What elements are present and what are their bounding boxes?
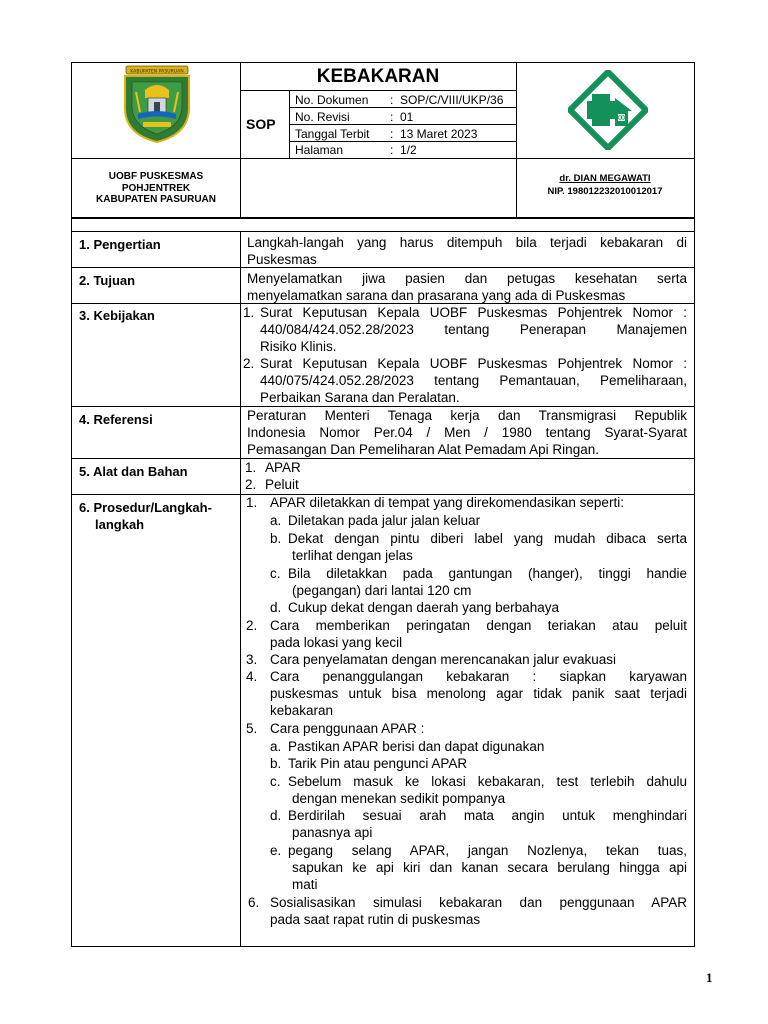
- tujuan-line-1: Menyelamatkan jiwa pasien dan petugas kesehatan serta: [247, 271, 687, 286]
- pengertian-line-2: Puskesmas: [247, 252, 317, 267]
- step-4-line-2: puskesmas untuk bisa menolong agar tidak panik saat terjadi: [270, 686, 687, 701]
- alat-num-1: 1.: [245, 460, 257, 475]
- header-divider-mid: [71, 158, 695, 159]
- step-5d-line-1: Berdirilah sesuai arah mata angin untuk menghindari: [288, 808, 687, 823]
- step-1d-line-1: Cukup dekat dengan daerah yang berbahaya: [288, 600, 559, 615]
- step-5e-num: e.: [270, 843, 282, 858]
- step-3-num: 3.: [246, 652, 258, 667]
- step-1-text: APAR diletakkan di tempat yang direkomendasikan seperti:: [270, 495, 624, 510]
- step-5d-num: d.: [270, 808, 282, 823]
- meta-value: SOP/C/VIII/UKP/36: [400, 93, 504, 107]
- kebijakan-2-line-3: Perbaikan Sarana dan Peralatan.: [260, 390, 460, 405]
- step-5b-line-1: Tarik Pin atau pengunci APAR: [288, 756, 468, 771]
- pengertian-line-1: Langkah-langah yang harus ditempuh bila terjadi kebakaran di: [247, 235, 687, 250]
- spacer-row: [71, 218, 695, 232]
- step-4-line-1: Cara penanggulangan kebakaran : siapkan karyawan: [270, 669, 687, 684]
- document-title: KEBAKARAN: [316, 66, 440, 87]
- puskesmas-logo: [568, 70, 648, 150]
- meta-sep: :: [390, 110, 394, 124]
- step-6-line-1: Sosialisasikan simulasi kebakaran dan penggunaan APAR: [270, 895, 687, 910]
- step-5d-line-2: panasnya api: [292, 825, 373, 840]
- kebijakan-2-line-1: Surat Keputusan Kepala UOBF Puskesmas Pohjentrek Nomor :: [260, 356, 687, 371]
- meta-label: Halaman: [295, 143, 344, 157]
- step-3-line-1: Cara penyelamatan dengan merencanakan jalur evakuasi: [270, 652, 616, 667]
- kebijakan-1-line-1: Surat Keputusan Kepala UOBF Puskesmas Pohjentrek Nomor :: [260, 305, 687, 320]
- step-2-line-2: pada lokasi yang kecil: [270, 635, 403, 650]
- step-5b-num: b.: [270, 756, 282, 771]
- org-line-1: UOBF PUSKESMAS: [108, 171, 204, 182]
- step-1a-num: a.: [270, 513, 282, 528]
- referensi-line-1: Peraturan Menteri Tenaga kerja dan Transmigrasi Republik: [247, 408, 687, 423]
- step-1a-line-1: Diletakan pada jalur jalan keluar: [288, 513, 481, 528]
- step-1-num: 1.: [246, 495, 258, 510]
- label-alat-bahan: 5. Alat dan Bahan: [79, 464, 188, 479]
- referensi-line-3: Pemasangan Dan Pemeliharan Alat Pemadam Api Ringan.: [247, 442, 599, 457]
- org-line-3: KABUPATEN PASURUAN: [96, 194, 216, 205]
- step-5c-line-2: dengan menekan sedikit pompanya: [292, 791, 506, 806]
- organization-name: [72, 171, 240, 206]
- step-4-num: 4.: [246, 669, 258, 684]
- step-5c-line-1: Sebelum masuk ke lokasi kebakaran, test terlebih dahulu: [288, 774, 687, 789]
- step-5e-line-3: mati: [292, 877, 318, 892]
- step-5c-num: c.: [270, 774, 281, 789]
- label-kebijakan: 3. Kebijakan: [79, 308, 155, 323]
- label-referensi: 4. Referensi: [79, 412, 153, 427]
- kebijakan-num-1: 1.: [243, 305, 255, 320]
- step-5a-num: a.: [270, 739, 282, 754]
- meta-label: No. Dokumen: [295, 93, 369, 107]
- step-1b-num: b.: [270, 531, 282, 546]
- step-1d-num: d.: [270, 600, 282, 615]
- kebijakan-1-line-2: 440/084/424.052.28/2023 tentang Penerapan Manajemen: [260, 322, 687, 337]
- sop-label: SOP: [246, 116, 276, 132]
- signer-nip: NIP. 198012232010012017: [547, 186, 663, 197]
- step-1c-line-1: Bila diletakkan pada gantungan (hanger), tinggi handie: [288, 566, 687, 581]
- step-5e-line-2: sapukan ke api kiri dan kanan secara berulang hingga api: [292, 860, 687, 875]
- meta-value: 1/2: [400, 143, 417, 157]
- meta-sep: :: [390, 143, 394, 157]
- logo-banner-text: KABUPATEN PASURUAN: [130, 69, 184, 75]
- meta-value: 13 Maret 2023: [400, 127, 478, 141]
- regency-logo: [118, 64, 196, 144]
- referensi-line-2: Indonesia Nomor Per.04 / Men / 1980 tentang Syarat-Syarat: [247, 425, 687, 440]
- meta-label: Tanggal Terbit: [295, 127, 370, 141]
- label-tujuan: 2. Tujuan: [79, 273, 136, 288]
- step-6-line-2: pada saat rapat rutin di puskesmas: [270, 912, 481, 927]
- label-pengertian: 1. Pengertian: [79, 237, 161, 252]
- meta-sep: :: [390, 93, 394, 107]
- step-1b-line-1: Dekat dengan pintu diberi label yang mudah dibaca serta: [288, 531, 687, 546]
- content-column-divider: [240, 231, 241, 947]
- step-1c-line-2: (pegangan) dari lantai 120 cm: [292, 583, 472, 598]
- label-prosedur-2: langkah: [95, 517, 145, 532]
- title-underline: [240, 90, 516, 91]
- alat-item-2: Peluit: [265, 477, 299, 492]
- tujuan-line-2: menyelamatkan sarana dan prasarana yang ada di Puskesmas: [247, 288, 626, 303]
- label-prosedur-1: 6. Prosedur/Langkah-: [79, 500, 212, 515]
- kebijakan-num-2: 2.: [243, 356, 255, 371]
- meta-value: 01: [400, 110, 414, 124]
- signer-name: dr. DIAN MEGAWATI: [559, 173, 651, 184]
- step-2-num: 2.: [246, 618, 258, 633]
- kebijakan-1-line-3: Risiko Klinis.: [260, 339, 337, 354]
- alat-num-2: 2.: [245, 477, 257, 492]
- step-1b-line-2: terlihat dengan jelas: [292, 548, 413, 563]
- page-number: 1: [706, 970, 713, 985]
- step-1c-num: c.: [270, 566, 281, 581]
- step-2-line-1: Cara memberikan peringatan dengan teriakan atau peluit: [270, 618, 687, 633]
- alat-item-1: APAR: [265, 460, 301, 475]
- step-6-num: 6.: [248, 895, 260, 910]
- step-5-num: 5.: [246, 721, 258, 736]
- meta-sep: :: [390, 127, 394, 141]
- step-5a-line-1: Pastikan APAR berisi dan dapat digunakan: [288, 739, 545, 754]
- meta-label: No. Revisi: [295, 110, 350, 124]
- org-line-2: POHJENTREK: [121, 182, 191, 194]
- step-5e-line-1: pegang selang APAR, jangan Nozlenya, tekan tuas,: [288, 843, 687, 858]
- step-4-line-3: kebakaran: [270, 703, 334, 718]
- kebijakan-2-line-2: 440/075/424.052.28/2023 tentang Pemantauan, Pemeliharaan,: [260, 373, 687, 388]
- step-5-text: Cara penggunaan APAR :: [270, 721, 425, 736]
- row-divider-4: [71, 458, 695, 459]
